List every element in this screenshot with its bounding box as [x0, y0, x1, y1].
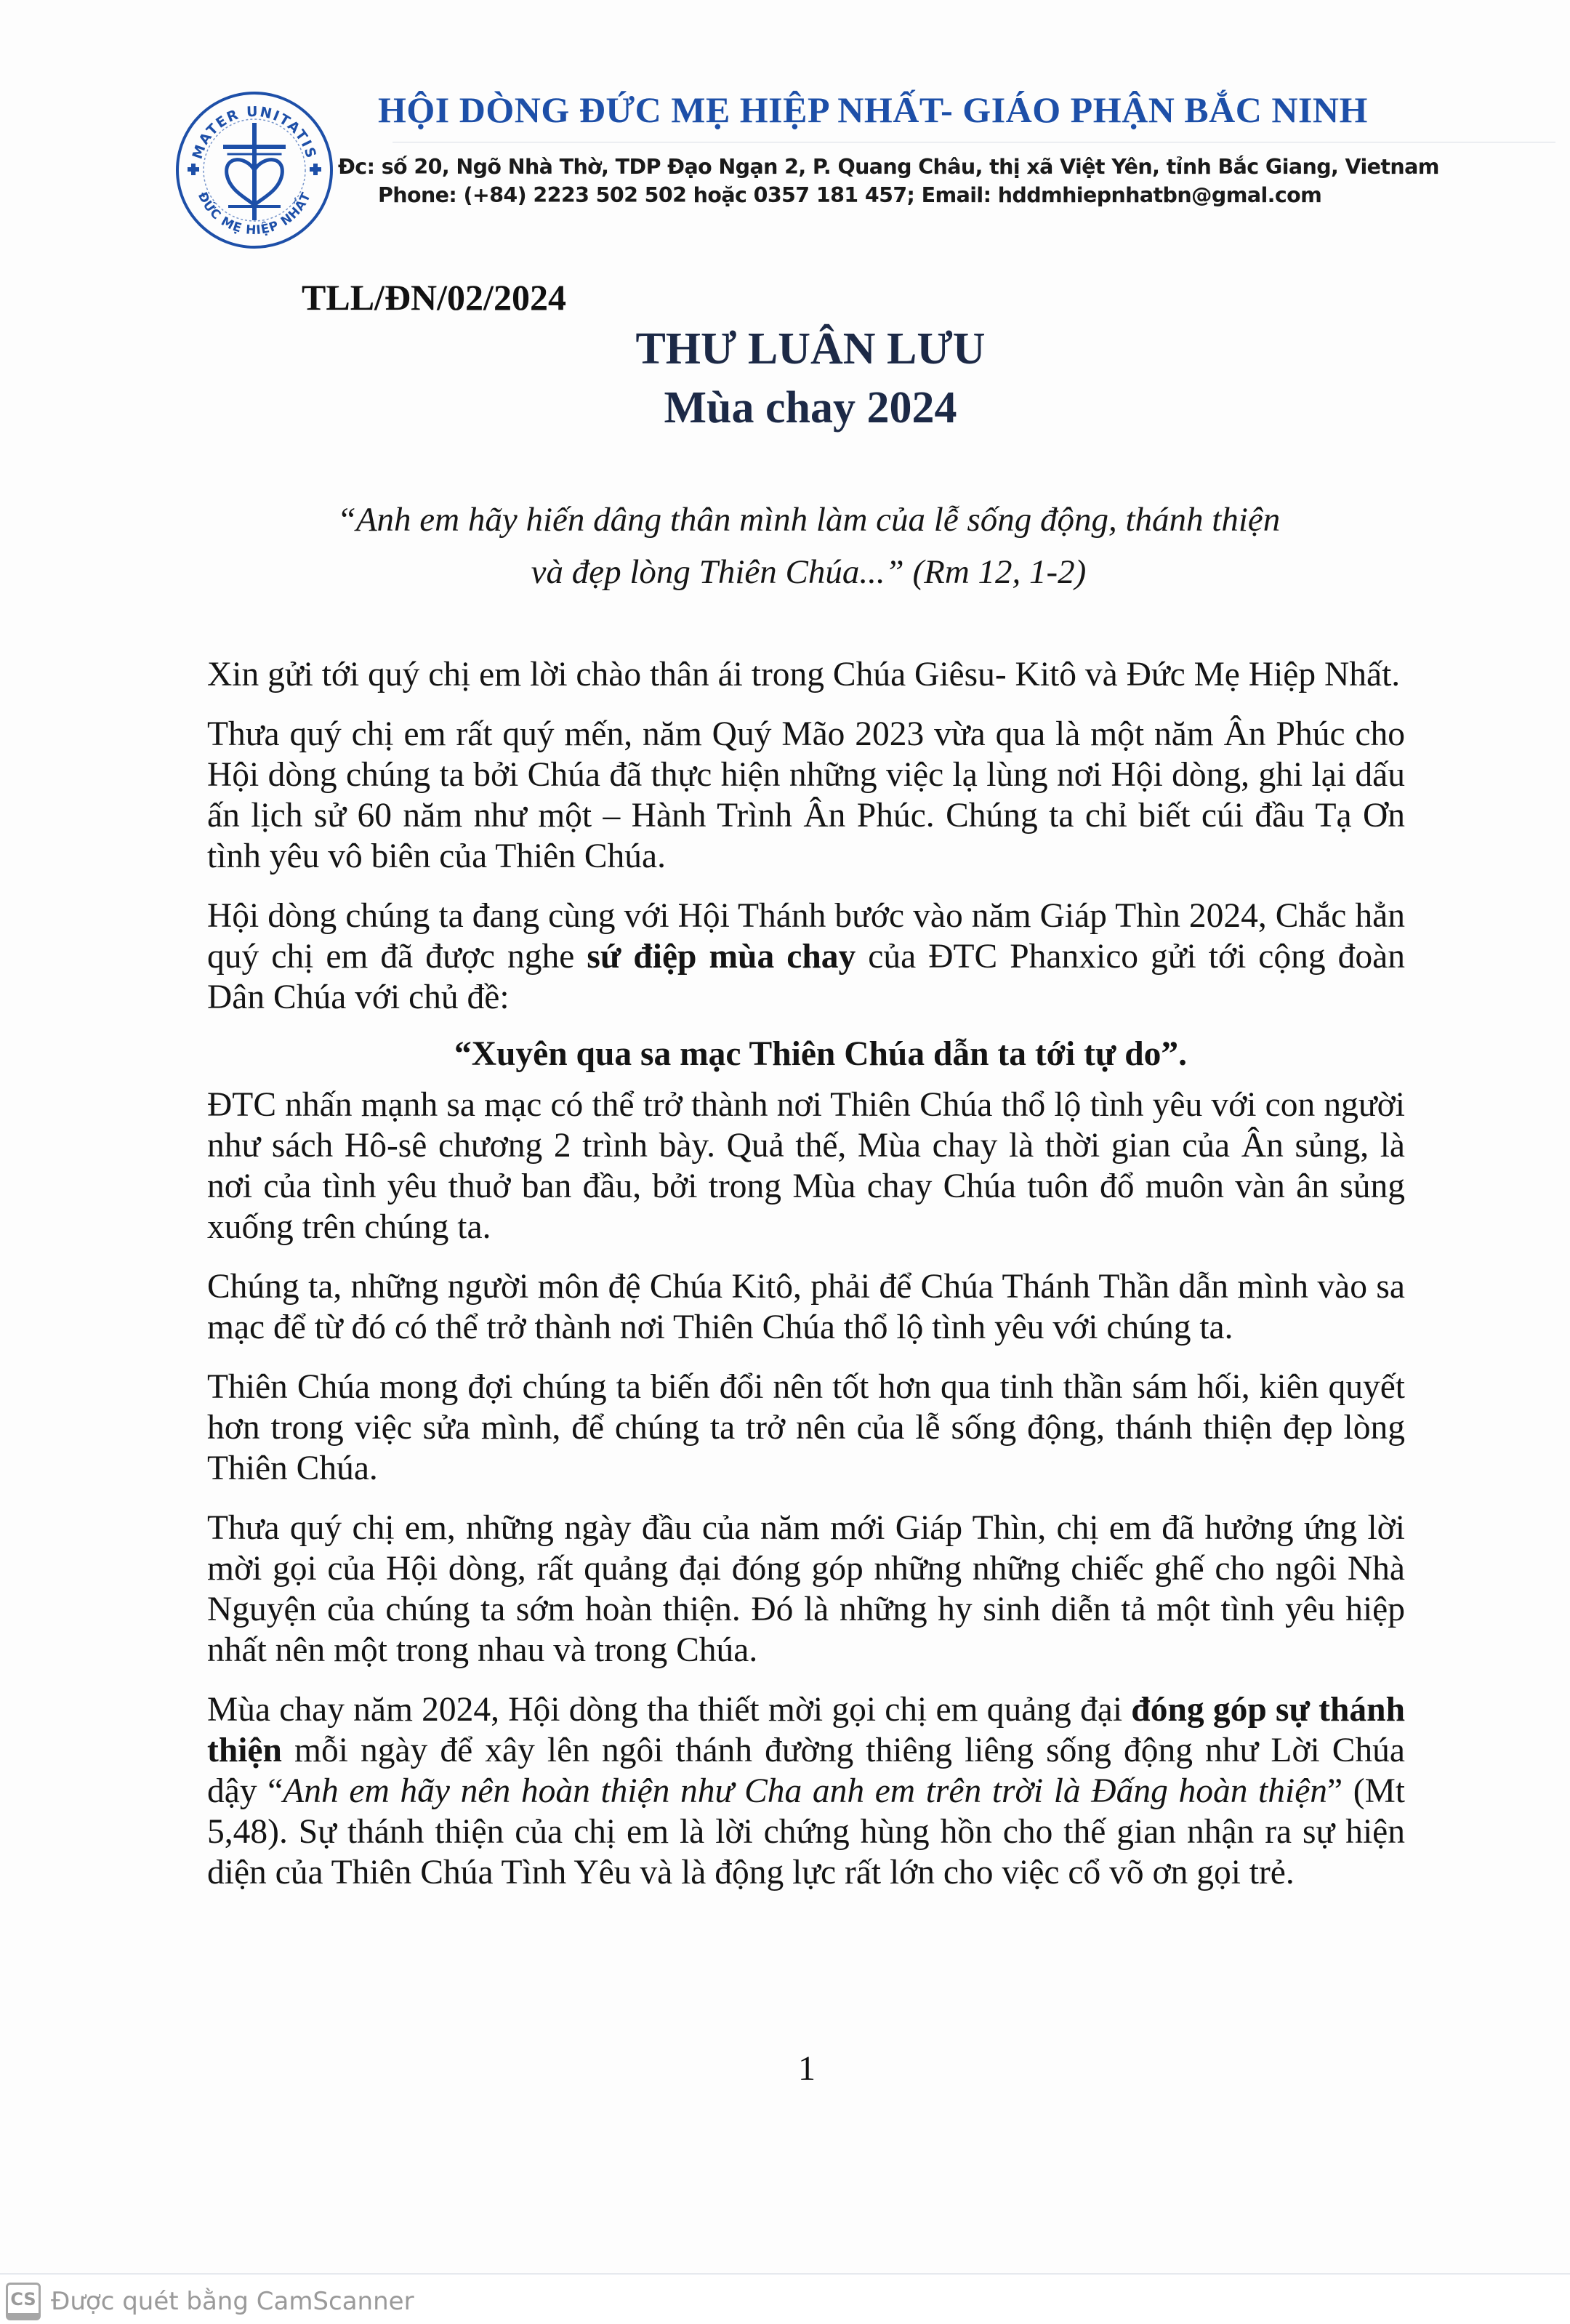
text-run: Mùa chay năm 2024, Hội dòng tha thiết mời gọi chị em quảng đại [207, 1691, 1132, 1729]
document-subtitle: Mùa chay 2024 [664, 383, 957, 433]
paragraph-chapel-chairs: Thưa quý chị em, những ngày đầu của năm mới Giáp Thìn, chị em đã hưởng ứng lời mời gọi của Hội dòng, rất quảng đại đóng góp những những chiếc ghế cho ngôi Nhà Nguyện của chúng ta sớm hoàn thiện. Đó là những hy sinh diễn tả một tình yêu hiệp nhất nên một trong nhau và trong Chúa. [207, 1509, 1405, 1669]
bold-text-run: sứ điệp mùa chay [587, 938, 856, 976]
page-number: 1 [798, 2049, 816, 2088]
text-run: của ĐTC Phanxico gửi tới cộng đoàn Dân Chúa với chủ đề: [207, 938, 1405, 1016]
seal-bottom-text: ĐỨC MẸ HIỆP NHẤT [194, 190, 315, 238]
text-run: Hội dòng chúng ta đang cùng với Hội Thánh bước vào năm Giáp Thìn 2024, Chắc hẳn quý chị em đã được nghe [207, 897, 1405, 976]
organization-address: Đc: số 20, Ngõ Nhà Thờ, TDP Đạo Ngạn 2, P. Quang Châu, thị xã Việt Yên, tỉnh Bắc Giang, Vietnam [338, 155, 1439, 179]
paragraph-lenten-message [207, 896, 1405, 1018]
epigraph-line-2: và đẹp lòng Thiên Chúa...” (Rm 12, 1-2) [531, 553, 1087, 591]
lenten-theme: “Xuyên qua sa mạc Thiên Chúa dẫn ta tới tự do”. [454, 1035, 1188, 1073]
text-run: mỗi ngày để xây lên ngôi thánh đường thiêng liêng sống động như Lời Chúa dậy “ [207, 1732, 1405, 1810]
watermark-text: Được quét bằng CamScanner [51, 2287, 414, 2316]
organization-name: HỘI DÒNG ĐỨC MẸ HIỆP NHẤT- GIÁO PHẬN BẮC NINH [378, 89, 1368, 130]
text-run: ” (Mt 5,48). Sự thánh thiện của chị em là lời chứng hùng hồn cho thế gian nhận ra sự hiện diện của Thiên Chúa Tình Yêu và là động lực rất lớn cho việc cổ võ ơn gọi trẻ. [207, 1772, 1405, 1891]
paragraph-holiness-call [207, 1689, 1405, 1893]
reference-number: TLL/ĐN/02/2024 [302, 277, 566, 318]
paragraph-desert: ĐTC nhấn mạnh sa mạc có thể trở thành nơi Thiên Chúa thổ lộ tình yêu với con người như sách Hô-sê chương 2 trình bày. Quả thế, Mùa chay là thời gian của Ân sủng, là nơi của tình yêu thuở ban đầu, bởi trong Mùa chay Chúa tuôn đổ muôn vàn ân sủng xuống trên chúng ta. [207, 1086, 1405, 1246]
camscanner-logo-icon: CS [6, 2283, 41, 2320]
paragraph-conversion: Thiên Chúa mong đợi chúng ta biến đổi nên tốt hơn qua tinh thần sám hối, kiên quyết hơn trong việc sửa mình, để chúng ta trở nên của lễ sống động, thánh thiện đẹp lòng Thiên Chúa. [207, 1368, 1405, 1487]
paragraph-greeting: Xin gửi tới quý chị em lời chào thân ái trong Chúa Giêsu- Kitô và Đức Mẹ Hiệp Nhất. [207, 656, 1401, 693]
congregation-seal-icon [173, 89, 336, 252]
seal-top-text: MATER UNITATIS [189, 103, 320, 161]
bold-text-run: đóng góp sự thánh thiện [207, 1691, 1405, 1769]
camscanner-watermark [6, 2283, 414, 2320]
italic-scripture-quote: Anh em hãy nên hoàn thiện như Cha anh em trên trời là Đấng hoàn thiện [283, 1772, 1328, 1810]
letter-body [207, 654, 1405, 1912]
paragraph-disciples: Chúng ta, những người môn đệ Chúa Kitô, phải để Chúa Thánh Thần dẫn mình vào sa mạc để từ đó có thể trở thành nơi Thiên Chúa thổ lộ tình yêu với chúng ta. [207, 1268, 1405, 1346]
paragraph-thanksgiving: Thưa quý chị em rất quý mến, năm Quý Mão 2023 vừa qua là một năm Ân Phúc cho Hội dòng chúng ta bởi Chúa đã thực hiện những việc lạ lùng nơi Hội dòng, ghi lại dấu ấn lịch sử 60 năm như một – Hành Trình Ân Phúc. Chúng ta chỉ biết cúi đầu Tạ Ơn tình yêu vô biên của Thiên Chúa. [207, 715, 1405, 875]
epigraph-line-1: “Anh em hãy hiến dâng thân mình làm của lễ sống động, thánh thiện [337, 501, 1281, 539]
document-title: THƯ LUÂN LƯU [635, 324, 986, 374]
organization-contact: Phone: (+84) 2223 502 502 hoặc 0357 181 457; Email: hddmhiepnhatbn@gmal.com [378, 183, 1322, 207]
